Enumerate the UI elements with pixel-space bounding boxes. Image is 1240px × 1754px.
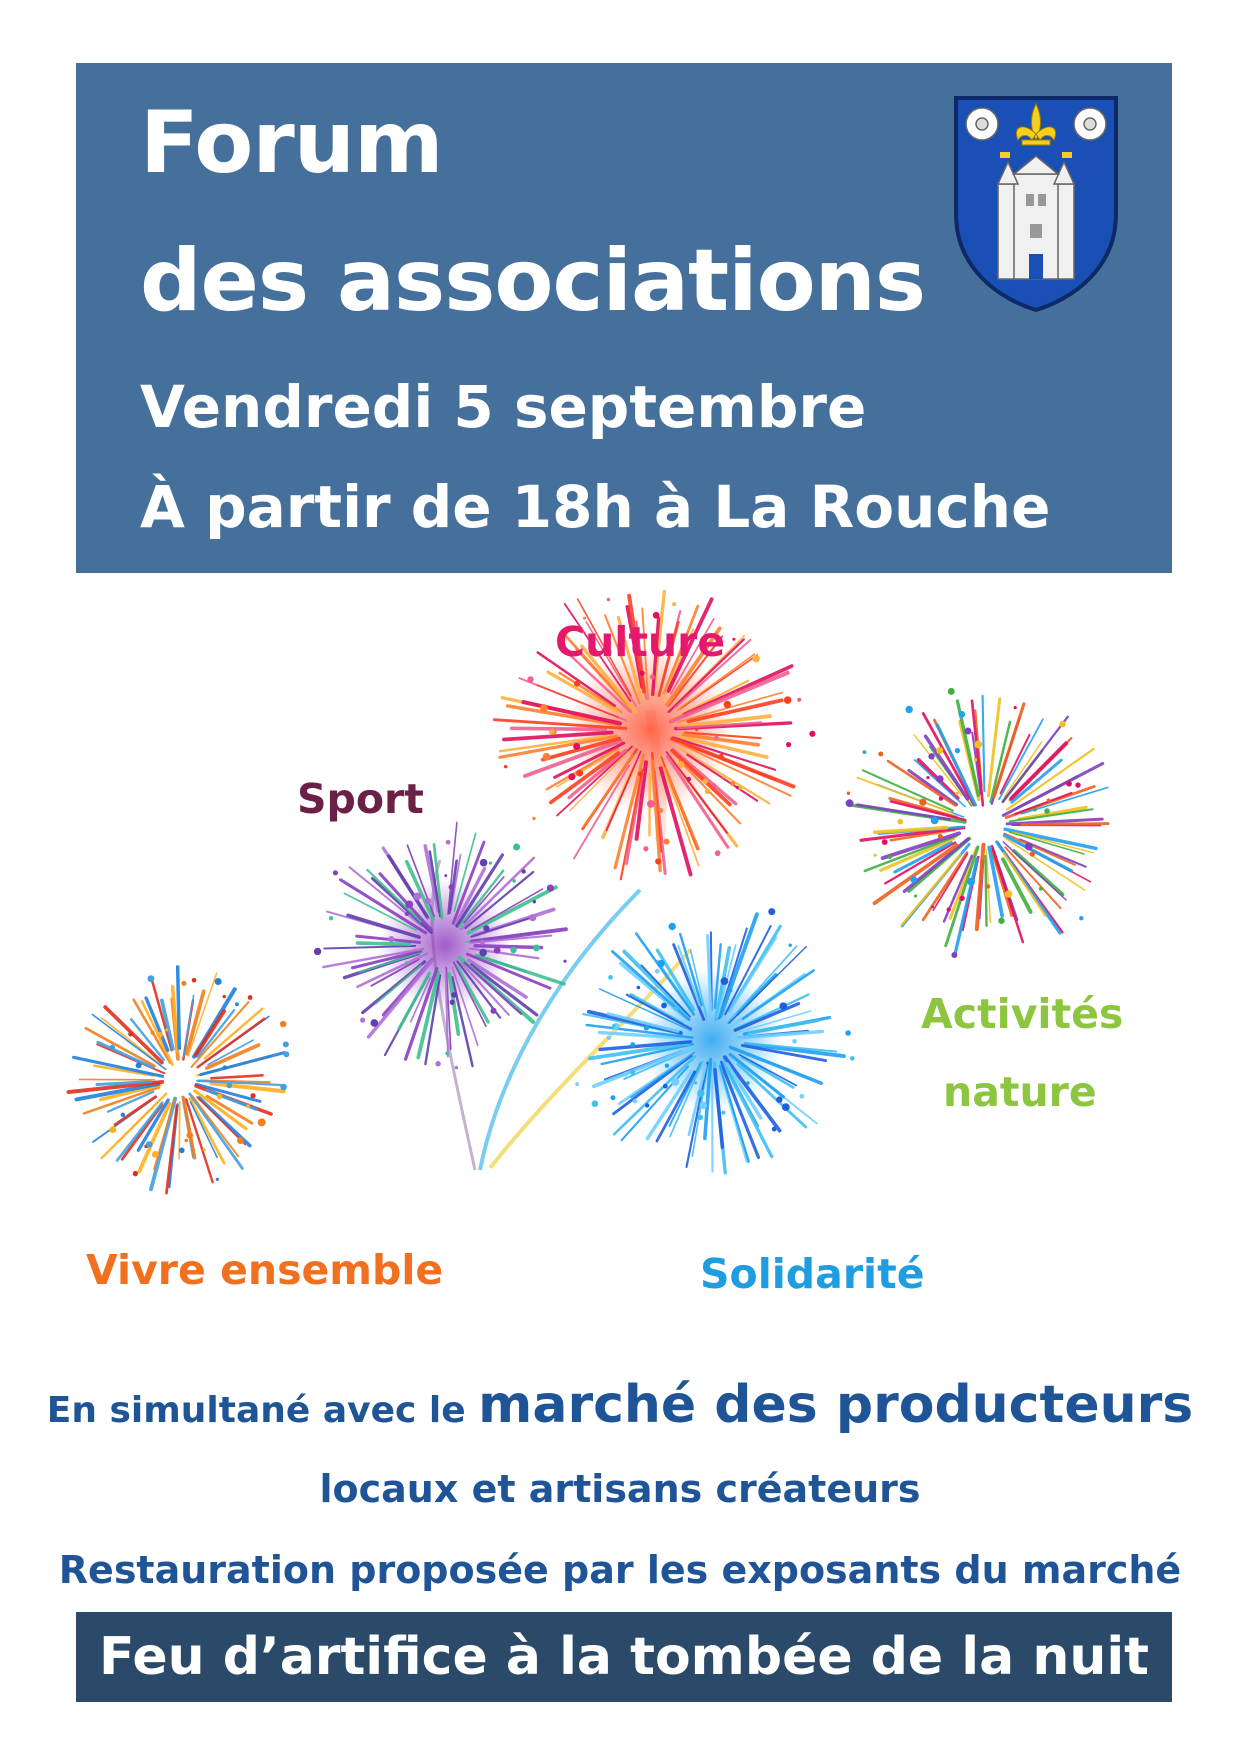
event-date: Vendredi 5 septembre (140, 373, 867, 441)
event-time-location: À partir de 18h à La Rouche (140, 473, 1051, 541)
title-forum: Forum (140, 93, 443, 193)
catering-line: Restauration proposée par les exposants du marché (58, 1548, 1182, 1592)
market-highlight: marché des producteurs (478, 1375, 1194, 1435)
category-sport: Sport (297, 775, 424, 823)
simultaneous-prefix: En simultané avec le (46, 1390, 466, 1431)
simultaneous-market-line (0, 1375, 1240, 1435)
category-nature: nature (943, 1068, 1097, 1116)
category-activites: Activités (921, 990, 1124, 1038)
category-vivre-ensemble: Vivre ensemble (86, 1246, 444, 1294)
local-artisans-line: locaux et artisans créateurs (319, 1467, 921, 1511)
fireworks-banner: Feu d’artifice à la tombée de la nuit (76, 1612, 1172, 1702)
category-solidarite: Solidarité (700, 1250, 925, 1298)
coat-of-arms-icon (952, 94, 1120, 314)
fireworks-illustration (0, 590, 1240, 1350)
title-associations: des associations (140, 231, 926, 331)
category-culture: Culture (555, 618, 726, 666)
